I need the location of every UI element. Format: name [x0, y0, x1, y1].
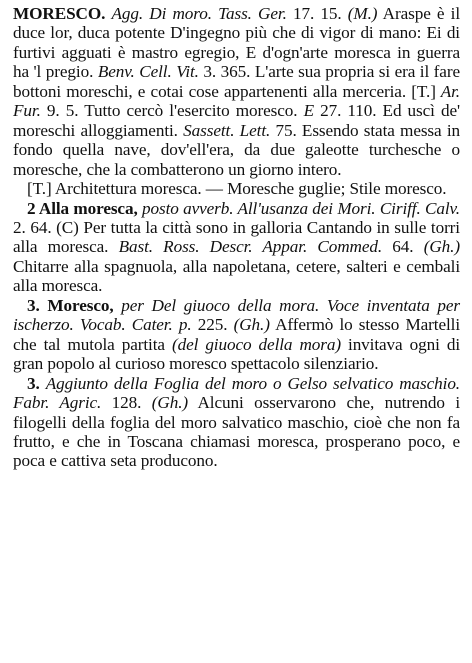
quotation: Alcuni osservarono che, nutrendo i filogelli della foglia del moro salvatico maschio, cioè che non fa frutto, e che in Toscana chiamasi moresca, prosperano poco, e poca e cattiva seta producono.: [13, 393, 460, 471]
source-mark: (C): [56, 217, 79, 237]
source-mark: [T.]: [411, 81, 436, 101]
source-mark: (Gh.): [151, 393, 189, 413]
part-of-speech: per Del giuoco della mora. Voce inventata per ischerzo. Vocab. Cater. p.: [13, 295, 461, 335]
headword: Alla moresca,: [38, 198, 138, 218]
citation-ref: 128.: [101, 393, 152, 413]
citation-ref: 17. 15.: [286, 4, 348, 23]
quotation: 3. 365. L'arte sua propria si era il fare bottoni moreschi, e cotai cose appartenenti alla merceria.: [13, 62, 460, 101]
entry-alla-moresca: [13, 199, 460, 296]
source-mark: (Gh.): [233, 315, 270, 335]
part-of-speech: posto avverb. All'usanza dei Mori. Ciriff. Calv.: [137, 198, 460, 218]
entry-moresco: [13, 4, 460, 179]
sense-number: 3.: [27, 373, 46, 393]
quotation: 9. 5. Tutto cercò l'esercito moresco.: [40, 101, 304, 121]
citation-ref: 64.: [382, 237, 424, 257]
part-of-speech: Aggiunto della Foglia del moro o Gelso selvatico maschio. Fabr. Agric.: [13, 373, 461, 413]
citation-ref: 225.: [191, 315, 234, 335]
entry-architettura: [13, 179, 460, 198]
source-mark: [T.]: [27, 179, 52, 199]
quotation: 27. 110. Ed uscì de' moreschi alloggiamenti.: [13, 101, 460, 140]
quotation: Araspe è il duce lor, duca potente D'ingegno più che di vigor di mano: Ei di furtivi agguati è mastro egregio, E d'ogn'arte moresca in guerra ha 'l pregio.: [13, 4, 460, 82]
source-e: E: [303, 101, 314, 121]
entry-text: Architettura moresca. — Moresche guglie; Stile moresco.: [51, 179, 447, 199]
entry-moresco-mora: [13, 296, 460, 374]
citation-ref: 2. 64.: [13, 217, 57, 237]
source-bast-ross: Bast. Ross. Descr. Appar. Commed.: [118, 237, 383, 257]
sense-number: 3.: [27, 295, 48, 315]
quotation: Affermò lo stesso Martelli che tal mutola partita: [13, 315, 461, 354]
quotation: 75. Essendo stata messa in fondo quella nave, dov'ell'era, da due galeotte turchesche o moresche, che la combatterono un giorno intero.: [13, 120, 460, 179]
quotation: invitava ogni di gran popolo al curioso moresco spettacolo silenziario.: [13, 334, 460, 374]
sense-number: 2: [27, 198, 39, 218]
source-ar-fur: Ar. Fur.: [13, 81, 460, 121]
headword: MORESCO.: [13, 4, 106, 23]
quotation: Chitarre alla spagnuola, alla napoletana, cetere, salteri e cembali alla moresca.: [13, 256, 460, 296]
parenthetical: (del giuoco della mora): [171, 334, 341, 354]
entry-foglia-moro: [13, 374, 460, 471]
source-mark: (M.): [347, 4, 378, 23]
source-sassett: Sassett. Lett.: [183, 120, 271, 140]
quotation: Per tutta la città sono in galloria Cantando in sulle torri alla moresca.: [13, 217, 460, 257]
source-mark: (Gh.): [423, 237, 460, 257]
part-of-speech: Agg. Di moro. Tass. Ger.: [111, 4, 287, 23]
headword: Moresco,: [47, 295, 114, 315]
source-benv-cell: Benv. Cell. Vit.: [97, 62, 199, 82]
